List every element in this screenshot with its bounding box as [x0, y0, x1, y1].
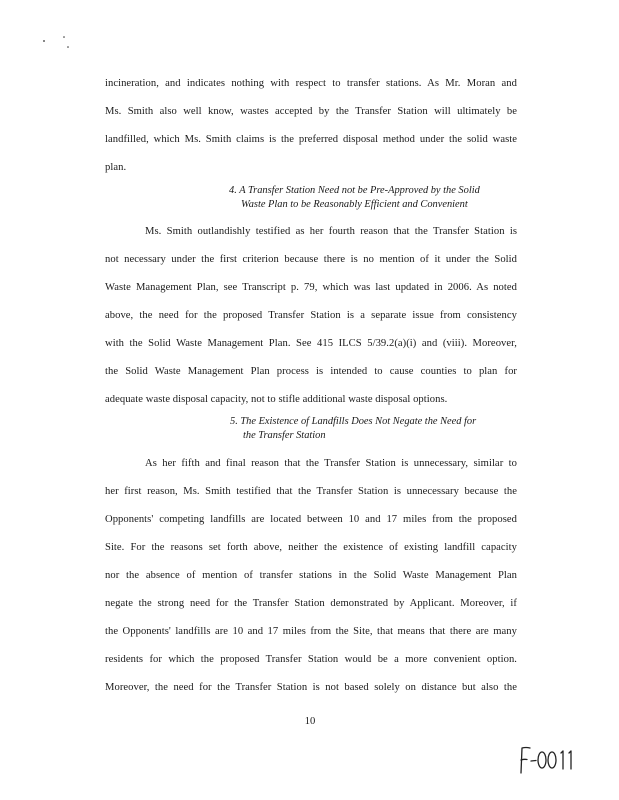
body-line: Waste Management Plan, see Transcript p. 79, which was last updated in 2006. As noted [105, 282, 517, 293]
scan-speck-marks [20, 26, 80, 56]
handwritten-stamp [512, 743, 582, 777]
body-line: adequate waste disposal capacity, not to stifle additional waste disposal options. [105, 394, 448, 405]
body-line: incineration, and indicates nothing with respect to transfer stations. As Mr. Moran and [105, 78, 517, 89]
body-line: not necessary under the first criterion because there is no mention of it under the Solid [105, 254, 517, 265]
body-line: negate the strong need for the Transfer Station demonstrated by Applicant. Moreover, if [105, 598, 517, 609]
body-line: Ms. Smith also well know, wastes accepted by the Transfer Station will ultimately be [105, 106, 517, 117]
body-line: with the Solid Waste Management Plan. See 415 ILCS 5/39.2(a)(i) and (viii). Moreover, [105, 338, 517, 349]
body-line: her first reason, Ms. Smith testified that the Transfer Station is unnecessary because the [105, 486, 517, 497]
body-line: above, the need for the proposed Transfer Station is a separate issue from consistency [105, 310, 517, 321]
body-line: Opponents' competing landfills are located between 10 and 17 miles from the proposed [105, 514, 517, 525]
body-line: Ms. Smith outlandishly testified as her fourth reason that the Transfer Station is [145, 226, 517, 237]
page-number: 10 [304, 716, 316, 727]
body-line: nor the absence of mention of transfer stations in the Solid Waste Management Plan [105, 570, 517, 581]
body-line: the Opponents' landfills are 10 and 17 miles from the Site, that means that there are many [105, 626, 517, 637]
section-5-heading-line-2: the Transfer Station [243, 430, 326, 441]
section-4-heading-line-1: 4. A Transfer Station Need not be Pre-Approved by the Solid [229, 185, 480, 196]
body-line: residents for which the proposed Transfer Station would be a more convenient option. [105, 654, 517, 665]
body-line: plan. [105, 162, 127, 173]
section-5-heading-line-1: 5. The Existence of Landfills Does Not Negate the Need for [230, 416, 477, 427]
body-line: As her fifth and final reason that the Transfer Station is unnecessary, similar to [145, 458, 517, 469]
section-4-heading-line-2: Waste Plan to be Reasonably Efficient and Convenient [241, 199, 468, 210]
body-line: landfilled, which Ms. Smith claims is the preferred disposal method under the solid waste [105, 134, 517, 145]
body-line: Moreover, the need for the Transfer Station is not based solely on distance but also the [105, 682, 517, 693]
body-line: Site. For the reasons set forth above, neither the existence of existing landfill capacity [105, 542, 517, 553]
body-line: the Solid Waste Management Plan process is intended to cause counties to plan for [105, 366, 517, 377]
